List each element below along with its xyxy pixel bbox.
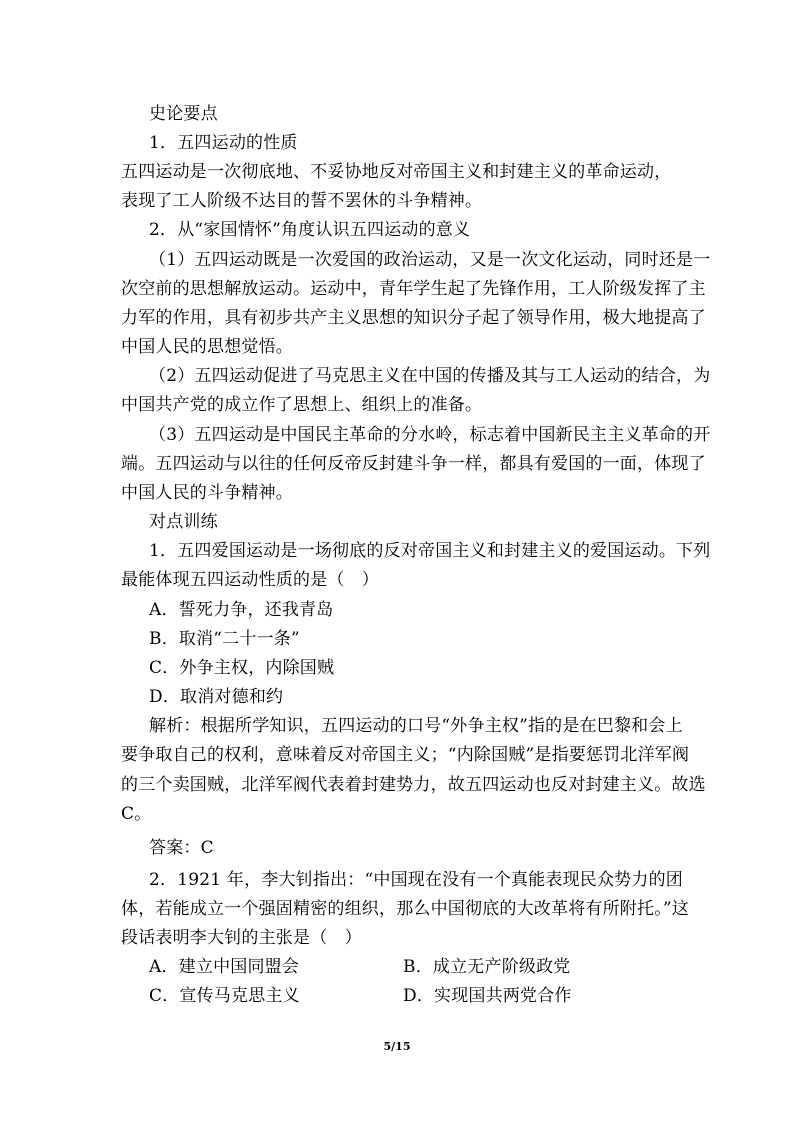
q2-option-a: A．建立中国同盟会 (149, 957, 300, 977)
q1-option-b: B．取消“二十一条” (149, 629, 300, 649)
q1-analysis-line: C。 (121, 804, 152, 824)
q1-stem-line: 1．五四爱国运动是一场彻底的反对帝国主义和封建主义的爱国运动。下列 (149, 541, 711, 561)
q2-option-d: D．实现国共两党合作 (403, 986, 572, 1006)
q1-analysis-line: 解析：根据所学知识，五四运动的口号“外争主权”指的是在巴黎和会上 (149, 716, 683, 736)
q2-stem-line: 体，若能成立一个强固精密的组织，那么中国彻底的大改革将有所附托。”这 (121, 899, 689, 919)
q1-option-d: D．取消对德和约 (149, 687, 284, 707)
point2-item-line: （3）五四运动是中国民主革命的分水岭，标志着中国新民主主义革命的开 (149, 425, 711, 445)
point2-item-line: （2）五四运动促进了马克思主义在中国的传播及其与工人运动的结合，为 (149, 366, 711, 386)
section-title: 史论要点 (149, 104, 218, 124)
page-number: 5/15 (383, 1040, 411, 1053)
q2-stem-line: 2．1921 年，李大钊指出：“中国现在没有一个真能表现民众势力的团 (149, 870, 683, 890)
point2-item-line: 中国人民的思想觉悟。 (121, 337, 293, 357)
q2-stem-line: 段话表明李大钊的主张是（ ） (121, 928, 362, 948)
point2-heading: 2．从“家国情怀”角度认识五四运动的意义 (149, 220, 471, 240)
practice-title: 对点训练 (149, 512, 218, 532)
point1-heading: 1．五四运动的性质 (149, 133, 298, 153)
point2-item-line: 次空前的思想解放运动。运动中，青年学生起了先锋作用，工人阶级发挥了主 (121, 279, 706, 299)
point2-item-line: 中国共产党的成立作了思想上、组织上的准备。 (121, 395, 483, 415)
point2-item-line: 端。五四运动与以往的任何反帝反封建斗争一样，都具有爱国的一面，体现了 (121, 454, 706, 474)
q2-option-c: C．宣传马克思主义 (149, 986, 300, 1006)
q1-stem-line: 最能体现五四运动性质的是（ ） (121, 570, 379, 590)
point2-item-line: 力军的作用，具有初步共产主义思想的知识分子起了领导作用，极大地提高了 (121, 308, 706, 328)
point1-body-line: 表现了工人阶级不达目的誓不罢休的斗争精神。 (121, 191, 483, 211)
point2-item-line: （1）五四运动既是一次爱国的政治运动，又是一次文化运动，同时还是一 (149, 250, 711, 270)
q1-analysis-line: 的三个卖国贼，北洋军阀代表着封建势力，故五四运动也反对封建主义。故选 (121, 775, 706, 795)
q1-option-c: C．外争主权，内除国贼 (149, 658, 335, 678)
q1-option-a: A．誓死力争，还我青岛 (149, 600, 334, 620)
point1-body-line: 五四运动是一次彻底地、不妥协地反对帝国主义和封建主义的革命运动， (121, 162, 672, 182)
q1-answer: 答案：C (149, 838, 214, 858)
q2-option-b: B．成立无产阶级政党 (403, 957, 571, 977)
q1-analysis-line: 要争取自己的权利，意味着反对帝国主义；“内除国贼”是指要惩罚北洋军阀 (121, 745, 690, 765)
point2-item-line: 中国人民的斗争精神。 (121, 483, 293, 503)
